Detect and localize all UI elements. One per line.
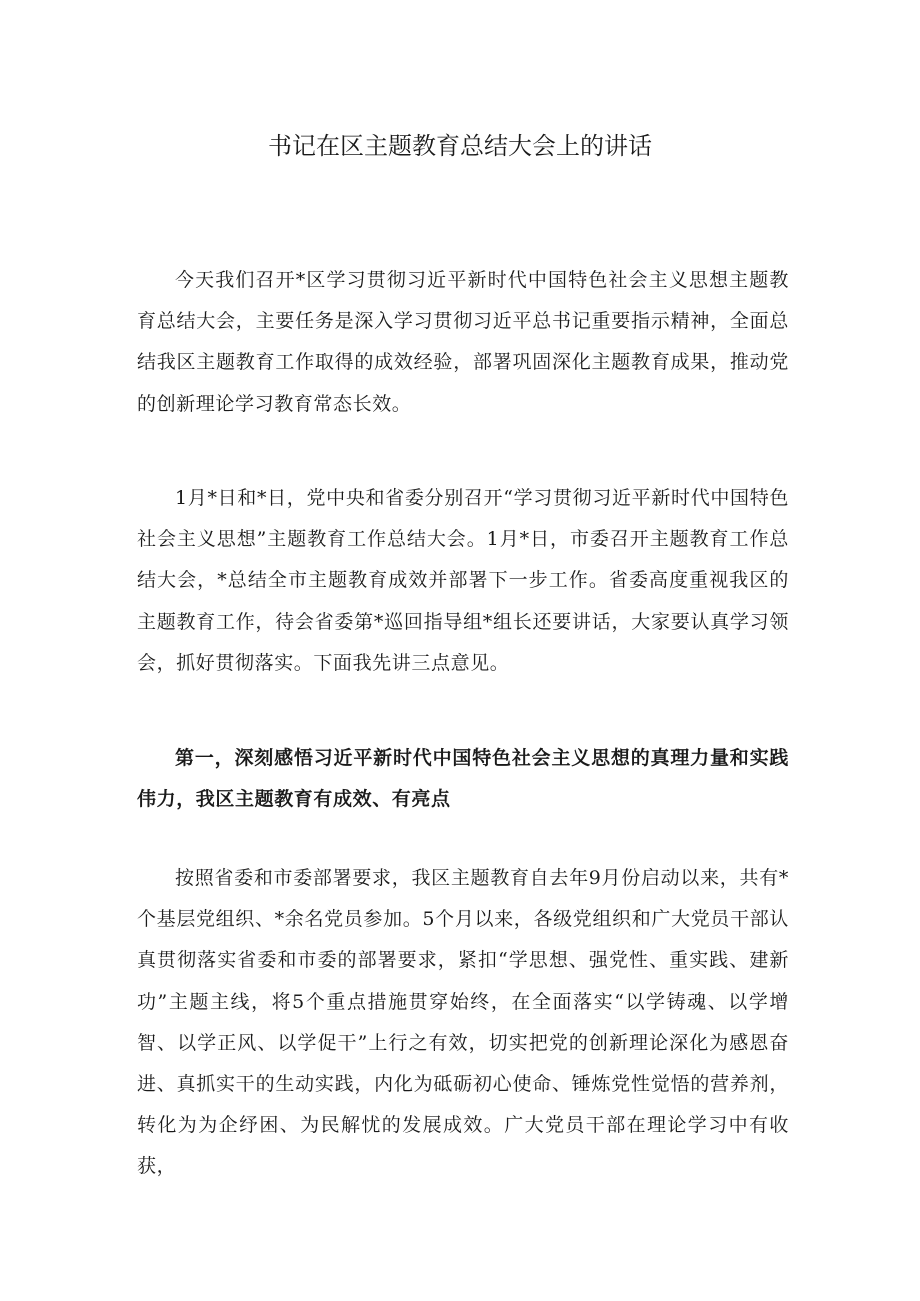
paragraph-section-one-body: 按照省委和市委部署要求，我区主题教育自去年9月份启动以来，共有*个基层党组织、*余名党员参加。5个月以来，各级党组织和广大党员干部认真贯彻落实省委和市委的部署要求，紧扣“学思想、强党性、重实践、建新功”主题主线，将5个重点措施贯穿始终，在全面落实“以学铸魂、以学增智、以学正风、以学促干”上行之有效，切实把党的创新理论深化为感恩奋进、真抓实干的生动实践，内化为砥砺初心使命、锤炼党性觉悟的营养剂，转化为为企纾困、为民解忧的发展成效。广大党员干部在理论学习中有收获，: [137, 867, 789, 1178]
document-title: 书记在区主题教育总结大会上的讲话: [268, 132, 652, 160]
paragraph-opening: 今天我们召开*区学习贯彻习近平新时代中国特色社会主义思想主题教育总结大会，主要任务是深入学习贯彻习近平总书记重要指示精神，全面总结我区主题教育工作取得的成效经验，部署巩固深化主题教育成果，推动党的创新理论学习教育常态长效。: [137, 269, 789, 415]
paragraph-background: 1月*日和*日，党中央和省委分别召开“学习贯彻习近平新时代中国特色社会主义思想”主题教育工作总结大会。1月*日，市委召开主题教育工作总结大会，*总结全市主题教育成效并部署下一步工作。省委高度重视我区的主题教育工作，待会省委第*巡回指导组*组长还要讲话，大家要认真学习领会，抓好贯彻落实。下面我先讲三点意见。: [137, 487, 789, 674]
section-heading-first: 第一，深刻感悟习近平新时代中国特色社会主义思想的真理力量和实践伟力，我区主题教育有成效、有亮点: [137, 747, 789, 811]
